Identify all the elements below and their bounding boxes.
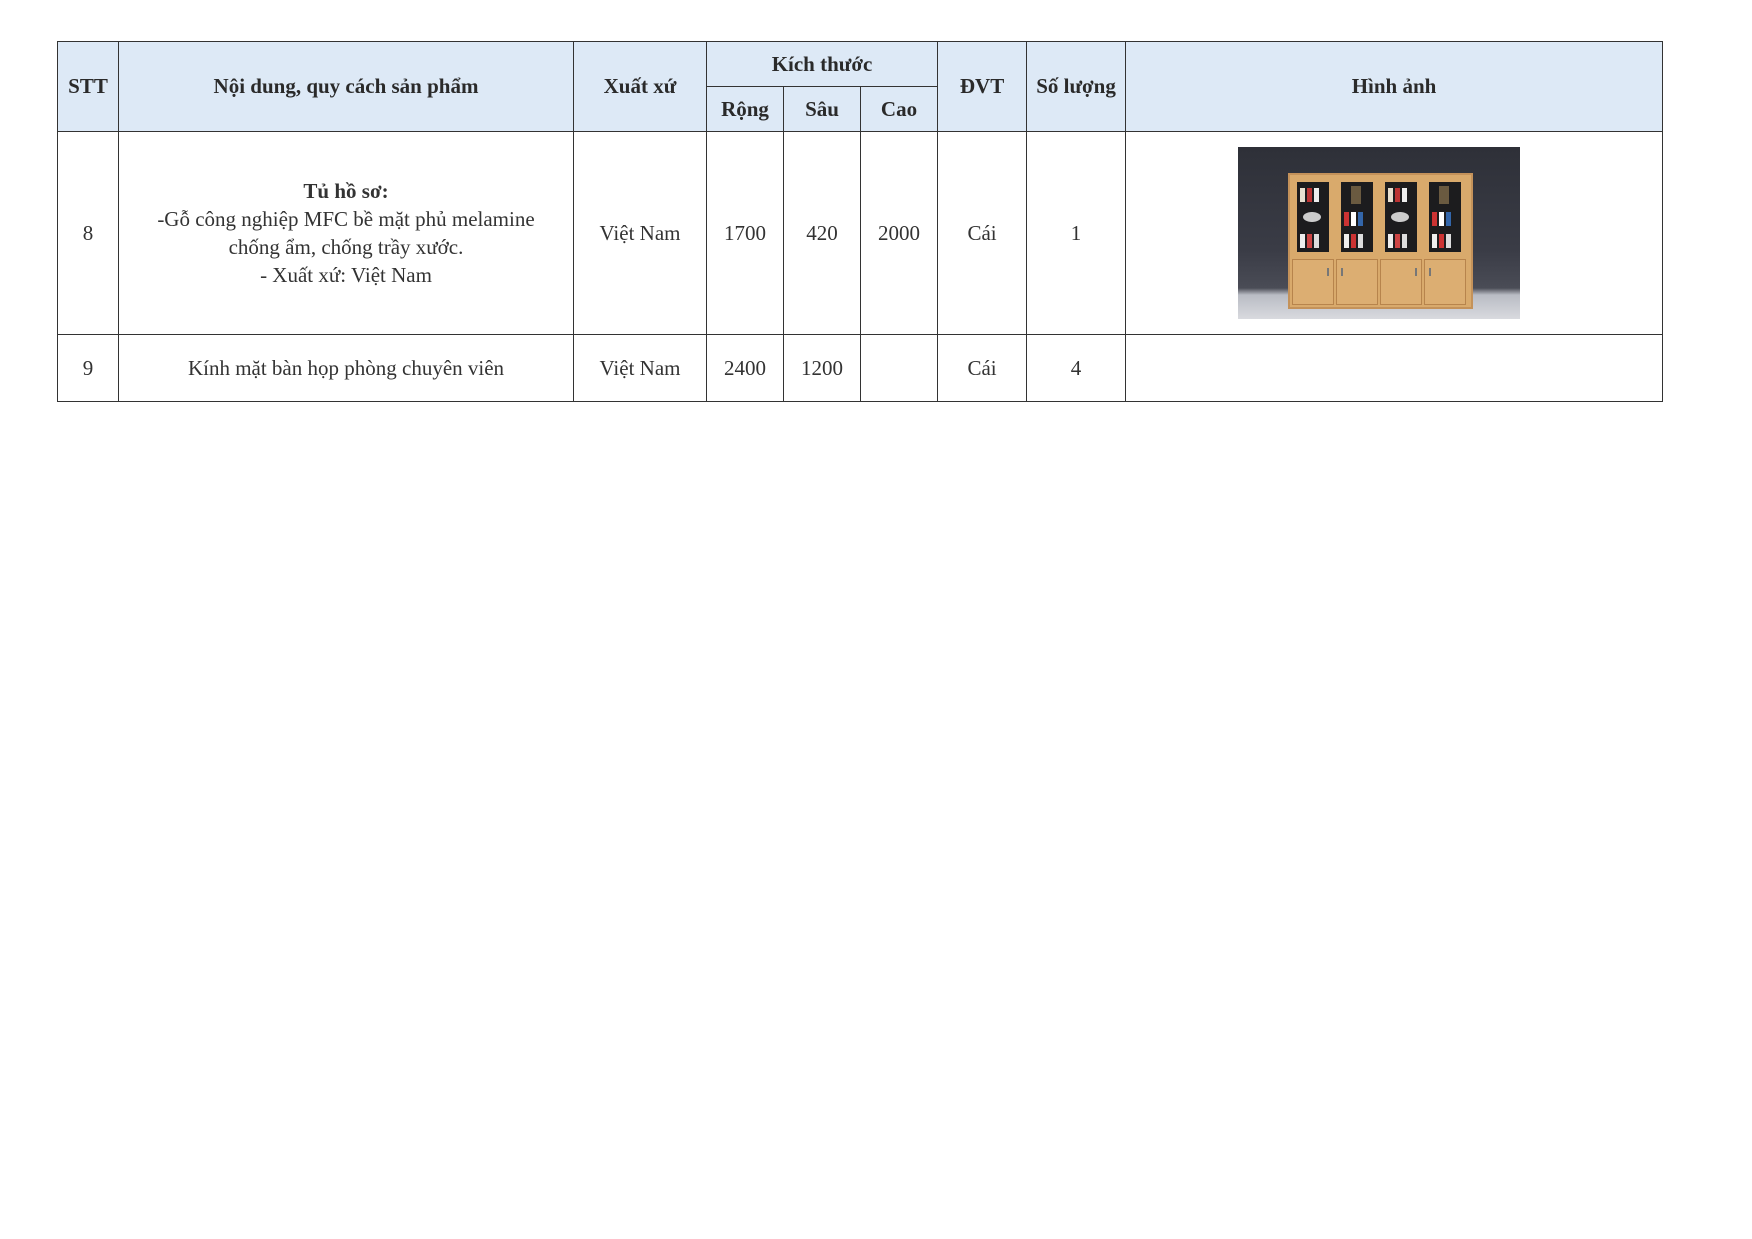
- row-title: Tủ hồ sơ:: [303, 179, 389, 203]
- product-spec-table: [57, 41, 1663, 402]
- row-depth: 1200: [784, 335, 861, 402]
- file-cabinet-image: [1238, 147, 1520, 319]
- cabinet-body: [1288, 173, 1473, 309]
- cabinet-glass-door: [1426, 179, 1464, 255]
- row-depth: 420: [784, 132, 861, 335]
- row-quantity: 1: [1027, 132, 1126, 335]
- row-origin: Việt Nam: [574, 335, 707, 402]
- header-depth: Sâu: [784, 87, 861, 132]
- header-quantity: Số lượng: [1027, 42, 1126, 132]
- header-size: Kích thước: [707, 42, 938, 87]
- row-stt: 8: [58, 132, 119, 335]
- cabinet-glass-door: [1294, 179, 1332, 255]
- row-height: 2000: [861, 132, 938, 335]
- row-quantity: 4: [1027, 335, 1126, 402]
- row-description: Kính mặt bàn họp phòng chuyên viên: [119, 335, 574, 402]
- row-unit: Cái: [938, 132, 1027, 335]
- row-image-cell: [1126, 132, 1663, 335]
- header-content: Nội dung, quy cách sản phẩm: [119, 42, 574, 132]
- header-row: [58, 42, 1663, 87]
- cabinet-lower-door: [1424, 259, 1466, 305]
- row-origin: Việt Nam: [574, 132, 707, 335]
- header-stt: STT: [58, 42, 119, 132]
- row-stt: 9: [58, 335, 119, 402]
- header-height: Cao: [861, 87, 938, 132]
- table-row: [58, 335, 1663, 402]
- row-spec-line: chống ẩm, chống trầy xước.: [228, 235, 464, 259]
- row-width: 1700: [707, 132, 784, 335]
- row-spec-line: - Xuất xứ: Việt Nam: [260, 263, 432, 287]
- cabinet-lower-door: [1380, 259, 1422, 305]
- cabinet-lower-door: [1292, 259, 1334, 305]
- row-spec-line: -Gỗ công nghiệp MFC bề mặt phủ melamine: [157, 207, 535, 231]
- cabinet-glass-door: [1338, 179, 1376, 255]
- row-unit: Cái: [938, 335, 1027, 402]
- row-height: [861, 335, 938, 402]
- row-description: [119, 132, 574, 335]
- cabinet-lower-door: [1336, 259, 1378, 305]
- header-width: Rộng: [707, 87, 784, 132]
- header-origin: Xuất xứ: [574, 42, 707, 132]
- cabinet-glass-door: [1382, 179, 1420, 255]
- table-row: [58, 132, 1663, 335]
- row-width: 2400: [707, 335, 784, 402]
- header-image: Hình ảnh: [1126, 42, 1663, 132]
- row-image-cell: [1126, 335, 1663, 402]
- header-unit: ĐVT: [938, 42, 1027, 132]
